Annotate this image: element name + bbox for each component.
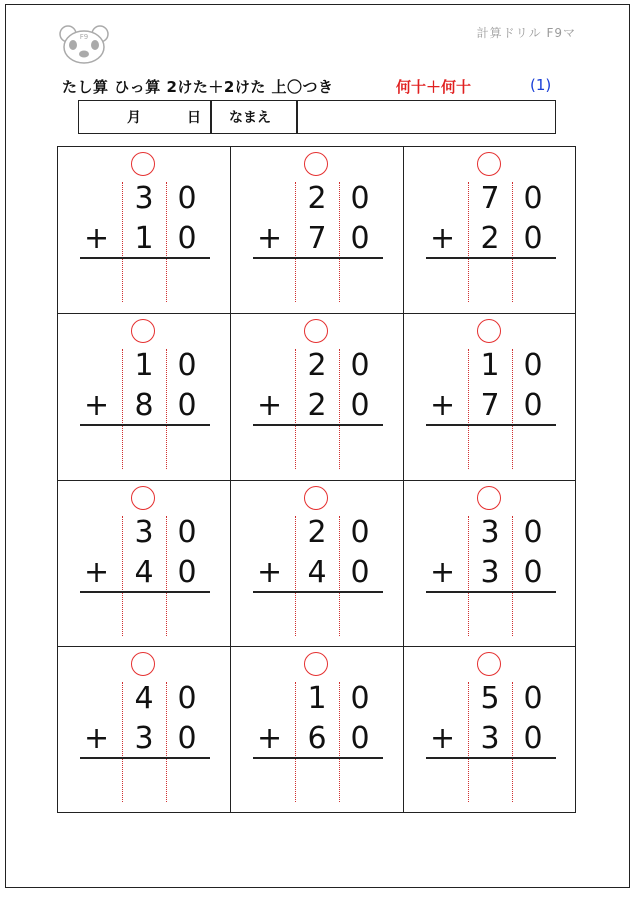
plus-sign: + <box>430 721 456 757</box>
problem-cell <box>58 647 231 814</box>
addend1-ones: 0 <box>350 681 370 717</box>
addend1-tens: 7 <box>480 181 500 216</box>
answer-line <box>80 591 210 593</box>
guide-line <box>166 516 167 636</box>
addend2-tens: 3 <box>480 554 500 590</box>
addend2-tens: 4 <box>134 554 154 590</box>
plus-sign: + <box>430 221 456 256</box>
addend1-tens: 3 <box>480 514 500 550</box>
carry-circle[interactable] <box>304 486 328 510</box>
addend2-ones: 0 <box>350 554 370 590</box>
answer-line <box>426 424 556 426</box>
logo-text: F9 <box>79 33 89 41</box>
plus-sign: + <box>84 721 110 757</box>
addend2-tens: 4 <box>307 554 327 590</box>
date-name-row <box>78 100 556 134</box>
problem-cell <box>231 481 404 648</box>
plus-sign: + <box>257 387 283 423</box>
guide-line <box>339 182 340 302</box>
carry-circle[interactable] <box>477 486 501 510</box>
addend1-tens: 2 <box>307 514 327 550</box>
answer-line <box>426 257 556 259</box>
carry-circle[interactable] <box>477 652 501 676</box>
addend1-tens: 5 <box>480 681 500 717</box>
problem-cell <box>404 314 577 481</box>
addend2-ones: 0 <box>523 221 543 256</box>
addend2-tens: 1 <box>134 221 154 256</box>
plus-sign: + <box>430 387 456 423</box>
carry-circle[interactable] <box>304 152 328 176</box>
addend1-tens: 3 <box>134 181 154 216</box>
guide-line <box>295 182 296 302</box>
problem-cell <box>404 481 577 648</box>
guide-line <box>468 516 469 636</box>
carry-circle[interactable] <box>477 319 501 343</box>
guide-line <box>122 349 123 469</box>
addend1-ones: 0 <box>523 514 543 550</box>
plus-sign: + <box>430 554 456 590</box>
addend2-tens: 7 <box>307 221 327 256</box>
guide-line <box>122 182 123 302</box>
answer-line <box>80 257 210 259</box>
addend1-tens: 1 <box>307 681 327 717</box>
problem-grid <box>57 146 576 813</box>
addend2-tens: 3 <box>134 721 154 757</box>
sheet-number: (1) <box>530 76 552 94</box>
addend2-tens: 2 <box>480 221 500 256</box>
bear-logo-icon <box>57 23 111 65</box>
guide-line <box>512 682 513 802</box>
addend1-tens: 1 <box>134 347 154 383</box>
answer-line <box>80 424 210 426</box>
plus-sign: + <box>84 221 110 256</box>
addend2-ones: 0 <box>523 554 543 590</box>
name-label: なまえ <box>229 110 271 126</box>
guide-line <box>339 516 340 636</box>
carry-circle[interactable] <box>131 319 155 343</box>
brand-label: 計算ドリル F9マ <box>476 26 576 40</box>
carry-circle[interactable] <box>131 486 155 510</box>
title-main: たし算 ひっ算 2けた＋2けた 上〇つき <box>62 78 334 96</box>
addend1-tens: 1 <box>480 347 500 383</box>
worksheet-title <box>62 76 562 98</box>
addend2-ones: 0 <box>523 387 543 423</box>
guide-line <box>295 682 296 802</box>
addend1-ones: 0 <box>523 347 543 383</box>
addend2-ones: 0 <box>350 721 370 757</box>
guide-line <box>122 516 123 636</box>
addend2-tens: 3 <box>480 721 500 757</box>
addend2-ones: 0 <box>177 554 197 590</box>
answer-line <box>253 591 383 593</box>
addend1-ones: 0 <box>523 681 543 717</box>
guide-line <box>166 349 167 469</box>
problem-cell <box>231 314 404 481</box>
addend1-tens: 2 <box>307 347 327 383</box>
problem-cell <box>404 147 577 314</box>
guide-line <box>512 182 513 302</box>
divider <box>296 101 298 133</box>
addend1-tens: 2 <box>307 181 327 216</box>
title-highlight: 何十＋何十 <box>396 78 472 96</box>
day-label: 日 <box>187 110 201 126</box>
carry-circle[interactable] <box>131 152 155 176</box>
guide-line <box>512 516 513 636</box>
addend1-tens: 4 <box>134 681 154 717</box>
plus-sign: + <box>257 221 283 256</box>
carry-circle[interactable] <box>477 152 501 176</box>
addend1-ones: 0 <box>350 181 370 216</box>
answer-line <box>426 757 556 759</box>
addend2-ones: 0 <box>177 721 197 757</box>
guide-line <box>512 349 513 469</box>
plus-sign: + <box>84 387 110 423</box>
addend1-ones: 0 <box>350 347 370 383</box>
guide-line <box>339 349 340 469</box>
guide-line <box>339 682 340 802</box>
answer-line <box>253 424 383 426</box>
addend2-ones: 0 <box>177 387 197 423</box>
answer-line <box>426 591 556 593</box>
addend2-ones: 0 <box>177 221 197 256</box>
plus-sign: + <box>257 554 283 590</box>
plus-sign: + <box>257 721 283 757</box>
addend1-ones: 0 <box>523 181 543 216</box>
addend2-tens: 6 <box>307 721 327 757</box>
addend1-tens: 3 <box>134 514 154 550</box>
addend1-ones: 0 <box>177 347 197 383</box>
addend1-ones: 0 <box>177 681 197 717</box>
answer-line <box>253 257 383 259</box>
addend1-ones: 0 <box>177 514 197 550</box>
guide-line <box>295 516 296 636</box>
problem-cell <box>58 147 231 314</box>
problem-cell <box>231 647 404 814</box>
addend1-ones: 0 <box>350 514 370 550</box>
guide-line <box>468 349 469 469</box>
addend2-ones: 0 <box>523 721 543 757</box>
answer-line <box>253 757 383 759</box>
guide-line <box>122 682 123 802</box>
divider <box>210 101 212 133</box>
guide-line <box>468 682 469 802</box>
addend2-ones: 0 <box>350 387 370 423</box>
problem-cell <box>58 314 231 481</box>
plus-sign: + <box>84 554 110 590</box>
addend2-tens: 8 <box>134 387 154 423</box>
problem-cell <box>404 647 577 814</box>
carry-circle[interactable] <box>304 319 328 343</box>
answer-line <box>80 757 210 759</box>
guide-line <box>166 182 167 302</box>
problem-cell <box>231 147 404 314</box>
addend2-ones: 0 <box>350 221 370 256</box>
problem-cell <box>58 481 231 648</box>
carry-circle[interactable] <box>304 652 328 676</box>
month-label: 月 <box>127 110 141 126</box>
guide-line <box>166 682 167 802</box>
addend2-tens: 7 <box>480 387 500 423</box>
carry-circle[interactable] <box>131 652 155 676</box>
guide-line <box>468 182 469 302</box>
guide-line <box>295 349 296 469</box>
addend1-ones: 0 <box>177 181 197 216</box>
addend2-tens: 2 <box>307 387 327 423</box>
